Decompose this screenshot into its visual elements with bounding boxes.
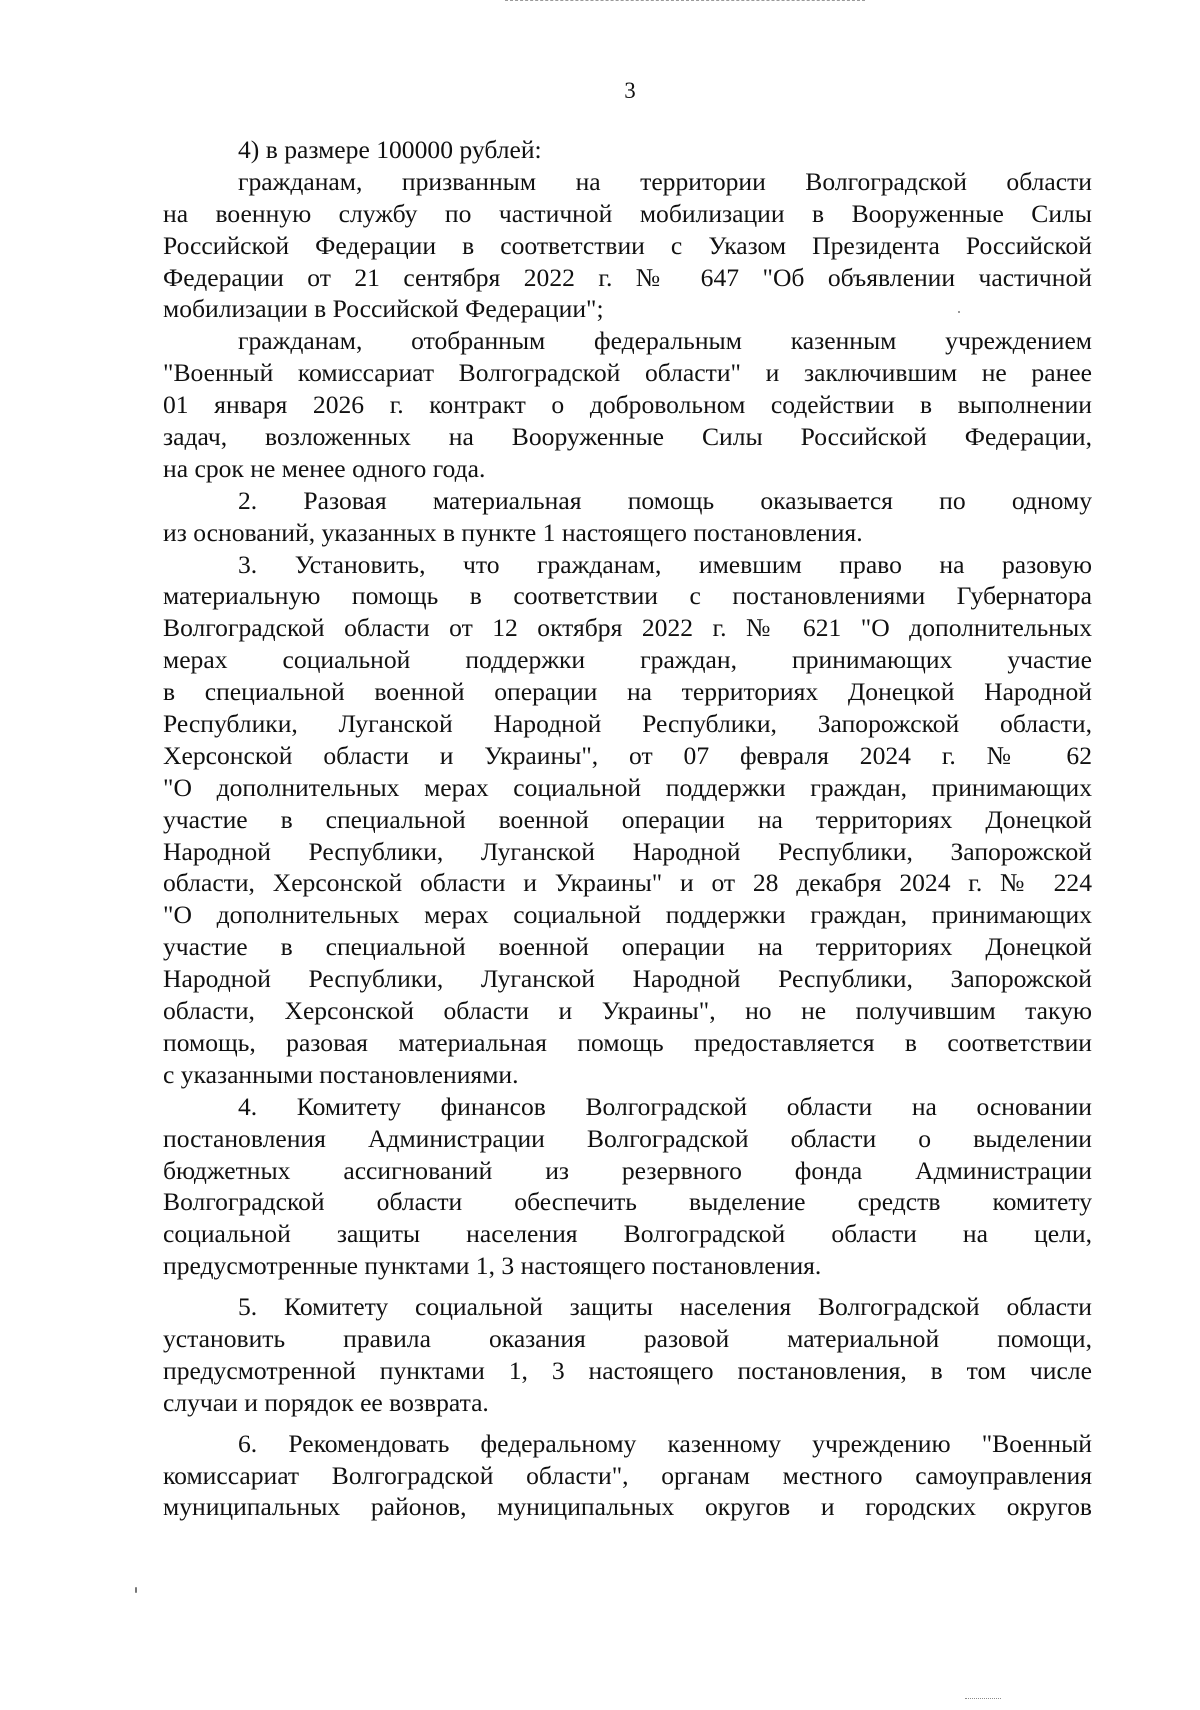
text-line: предусмотренные пунктами 1, 3 настоящего постановления.: [163, 1251, 822, 1281]
text-line: 6. Рекомендовать федеральному казенному учреждению "Военный: [238, 1428, 1092, 1458]
text-line: области, Херсонской области и Украины", но не получившим такую: [163, 996, 1092, 1026]
text-line: Российской Федерации в соответствии с Указом Президента Российской: [163, 230, 1092, 260]
text-line: мобилизации в Российской Федерации";: [163, 294, 604, 324]
text-line: 2. Разовая материальная помощь оказывается по одному: [238, 485, 1092, 515]
text-line: Волгоградской области от 12 октября 2022 г. № 621 "О дополнительных: [163, 613, 1092, 643]
text-line: в специальной военной операции на территориях Донецкой Народной: [163, 677, 1092, 707]
text-line: участие в специальной военной операции на территориях Донецкой: [163, 932, 1092, 962]
text-line: постановления Администрации Волгоградской области о выделении: [163, 1123, 1092, 1153]
scan-edge-mark: [965, 1698, 1001, 1700]
text-line: комиссариат Волгоградской области", органам местного самоуправления: [163, 1460, 1092, 1490]
text-line: "О дополнительных мерах социальной поддержки граждан, принимающих: [163, 772, 1092, 802]
text-line: Республики, Луганской Народной Республики, Запорожской области,: [163, 709, 1092, 739]
text-line: 4. Комитету финансов Волгоградской области на основании: [238, 1091, 1092, 1121]
text-line: Волгоградской области обеспечить выделение средств комитету: [163, 1187, 1092, 1217]
text-line: 4) в размере 100000 рублей:: [238, 135, 542, 164]
text-line: гражданам, отобранным федеральным казенным учреждением: [238, 326, 1092, 356]
text-line: бюджетных ассигнований из резервного фонда Администрации: [163, 1155, 1092, 1185]
text-line: "Военный комиссариат Волгоградской области" и заключившим не ранее: [163, 358, 1092, 388]
text-line: материальную помощь в соответствии с постановлениями Губернатора: [163, 581, 1092, 611]
text-line: области, Херсонской области и Украины" и от 28 декабря 2024 г. № 224: [163, 868, 1092, 898]
text-line: "О дополнительных мерах социальной поддержки граждан, принимающих: [163, 900, 1092, 930]
text-line: социальной защиты населения Волгоградской области на цели,: [163, 1219, 1092, 1249]
text-line: Федерации от 21 сентября 2022 г. № 647 "Об объявлении частичной: [163, 262, 1092, 292]
text-line: участие в специальной военной операции на территориях Донецкой: [163, 804, 1092, 834]
text-line: задач, возложенных на Вооруженные Силы Российской Федерации,: [163, 422, 1092, 452]
text-line: Херсонской области и Украины", от 07 февраля 2024 г. № 62: [163, 740, 1092, 770]
text-line: Народной Республики, Луганской Народной Республики, Запорожской: [163, 836, 1092, 866]
document-body: [163, 134, 1092, 1523]
text-line: 01 января 2026 г. контракт о добровольном содействии в выполнении: [163, 390, 1092, 420]
text-line: на военную службу по частичной мобилизации в Вооруженные Силы: [163, 198, 1092, 228]
text-line: гражданам, призванным на территории Волгоградской области: [238, 166, 1092, 196]
text-line: 3. Установить, что гражданам, имевшим право на разовую: [238, 549, 1092, 579]
text-line: установить правила оказания разовой материальной помощи,: [163, 1323, 1092, 1353]
text-line: с указанными постановлениями.: [163, 1059, 519, 1089]
text-line: Народной Республики, Луганской Народной Республики, Запорожской: [163, 964, 1092, 994]
page-number: 3: [624, 78, 636, 103]
text-line: предусмотренной пунктами 1, 3 настоящего постановления, в том числе: [163, 1355, 1092, 1385]
text-line: помощь, разовая материальная помощь предоставляется в соответствии: [163, 1027, 1092, 1057]
text-line: на срок не менее одного года.: [163, 453, 486, 483]
scan-speck: [135, 1587, 137, 1593]
text-line: мерах социальной поддержки граждан, принимающих участие: [163, 645, 1092, 675]
text-line: муниципальных районов, муниципальных округов и городских округов: [163, 1492, 1092, 1522]
scan-speck: [958, 311, 960, 313]
text-line: 5. Комитету социальной защиты населения Волгоградской области: [238, 1292, 1092, 1322]
text-line: случаи и порядок ее возврата.: [163, 1387, 489, 1417]
scan-edge-line: [505, 0, 865, 2]
text-line: из оснований, указанных в пункте 1 настоящего постановления.: [163, 517, 863, 547]
